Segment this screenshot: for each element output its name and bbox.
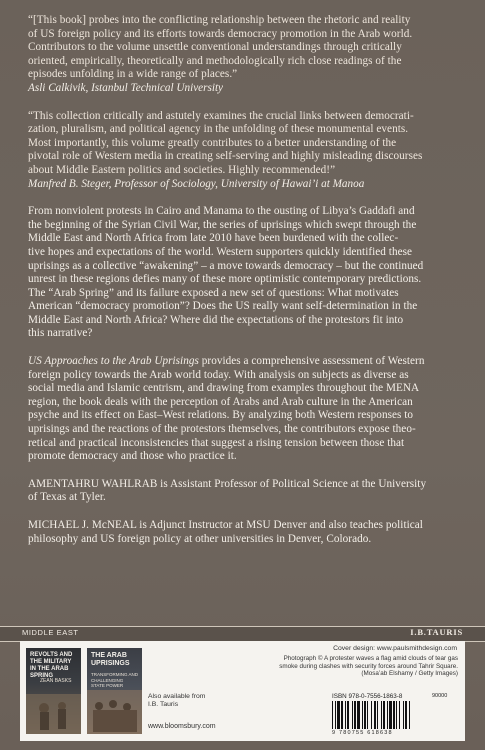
cover-text-area <box>28 14 466 560</box>
barcode-digits: 9 780755 618638 <box>332 730 393 736</box>
desc-line: uprisings as a collective “awakening” – a move towards democracy – but the continued <box>28 259 424 272</box>
desc-line: the beginning of the Syrian Civil War, the series of uprisings which swept through the <box>28 218 417 231</box>
desc-line: unrest in these regions defies many of these more optimistic contemporary predictions. <box>28 273 422 286</box>
also-available-note <box>148 693 205 709</box>
photo-credit <box>268 655 458 678</box>
quote-2-line: about Middle Eastern politics and societies. Highly recommended!” <box>28 163 336 176</box>
quote-1-line: “[This book] probes into the conflicting relationship between the rhetoric and reality <box>28 14 411 26</box>
desc-line: social media and Islamic centrism, and drawing from examples throughout the MENA <box>28 382 420 395</box>
bottom-info-panel <box>20 641 465 741</box>
quote-1-attribution: Asli Calkivik, Istanbul Technical University <box>28 81 224 94</box>
desc-line <box>28 355 466 369</box>
desc-line: From nonviolent protests in Cairo and Manama to the ousting of Libya’s Gaddafi and <box>28 205 415 218</box>
also-available-line: I.B. Tauris <box>148 701 179 708</box>
bio-line: MICHAEL J. McNEAL is Adjunct Instructor at MSU Denver and also teaches political <box>28 519 423 531</box>
desc-line: tive hopes and expectations of the world. Western supporters quickly identified these <box>28 245 413 258</box>
quote-1 <box>28 14 466 96</box>
quote-2-line: “This collection critically and astutely examines the crucial links between democrati- <box>28 109 414 122</box>
barcode-price-code: 90000 <box>432 693 448 699</box>
desc-line: region, the book deals with the perception of Arabs and Arab culture in the American <box>28 395 413 408</box>
also-available-line: Also available from <box>148 693 206 700</box>
related-book-cover-2 <box>87 648 142 734</box>
protest-illustration-icon <box>26 648 81 734</box>
photo-credit-line: smoke during clashes with security forces around Tahrir Square. <box>279 662 458 670</box>
crowd-photo-icon <box>87 648 142 734</box>
quote-2 <box>28 110 466 192</box>
desc-line: promote democracy and those who practice it. <box>28 450 237 463</box>
category-label: MIDDLE EAST <box>22 628 79 637</box>
quote-2-line: pivotal role of Western media in creating self-serving and highly misleading discourses <box>28 150 423 163</box>
isbn-number: ISBN 978-0-7556-1863-8 <box>332 693 403 700</box>
desc-line-rest: provides a comprehensive assessment of Western <box>198 355 425 368</box>
desc-line: Middle East and North Africa from late 2010 have been burdened with the collec- <box>28 232 399 245</box>
bio-line: philosophy and US foreign policy at other universities in Denver, Colorado. <box>28 532 372 545</box>
related-book-title: REVOLTS AND THE MILITARY IN THE ARAB SPRING <box>30 652 73 679</box>
author-bio-2 <box>28 519 466 546</box>
quote-2-attribution: Manfred B. Steger, Professor of Sociology, University of Hawai’i at Manoa <box>28 177 365 190</box>
category-band <box>0 626 485 642</box>
quote-1-line: oriented, empirically, theoretically and methodologically rich close readings of the <box>28 54 402 67</box>
desc-line: Middle East and North Africa? Where did the expectations of the protestors fit into <box>28 313 404 326</box>
author-bio-1 <box>28 478 466 505</box>
related-book-subtitle: TRANSFORMING AND CHALLENGING STATE POWER <box>91 672 139 688</box>
photo-credit-line: (Mosa’ab Elshamy / Getty Images) <box>361 670 458 678</box>
related-book-cover-1 <box>26 648 81 734</box>
description-paragraph-2 <box>28 355 466 464</box>
related-book-title: THE ARAB UPRISINGS <box>91 652 130 667</box>
publisher-website-link[interactable]: www.bloomsbury.com <box>148 723 216 730</box>
description-paragraph-1 <box>28 205 466 341</box>
cover-design-credit: Cover design: www.paulsmithdesign.com <box>333 645 457 652</box>
bio-line: of Texas at Tyler. <box>28 491 106 504</box>
photo-credit-line: Photograph © A protester waves a flag amid clouds of tear gas <box>283 655 458 662</box>
bio-line: AMENTAHRU WAHLRAB is Assistant Professor of Political Science at the University <box>28 477 427 490</box>
desc-line: psyche and its effect on East–West relations. By analyzing both Western responses to <box>28 409 414 422</box>
desc-line: retical and practical inconsistencies that suggest a rising tension between those that <box>28 436 405 449</box>
quote-2-line: zation, pluralism, and political agency in the unfolding of these monumental events. <box>28 123 409 136</box>
book-title-italic: US Approaches to the Arab Uprisings <box>28 355 199 368</box>
quote-1-line: Contributors to the volume unsettle conventional understandings through critically <box>28 41 402 54</box>
desc-line: uprisings and the reactions of the protestors themselves, the contributors expose theo- <box>28 423 416 436</box>
related-book-author: ZEAN BASKS <box>40 678 72 684</box>
desc-line: this narrative? <box>28 327 93 340</box>
quote-2-line: Most importantly, this volume greatly contributes to a better understanding of the <box>28 136 397 149</box>
quote-1-line: episodes unfolding in a wide range of places.” <box>28 68 238 81</box>
barcode <box>330 701 452 731</box>
desc-line: foreign policy towards the Arab world today. With analysis on subjects as diverse as <box>28 368 409 381</box>
desc-line: The “Arab Spring” and its failure exposed a new set of questions: What motivates <box>28 286 399 299</box>
desc-line: American “democracy promotion”? Does the US really want self-determination in the <box>28 300 418 313</box>
barcode-icon <box>330 701 452 731</box>
quote-1-line: of US foreign policy and its efforts towards democracy promotion in the Arab world. <box>28 27 413 40</box>
publisher-logo: I.B.TAURIS <box>410 627 463 637</box>
